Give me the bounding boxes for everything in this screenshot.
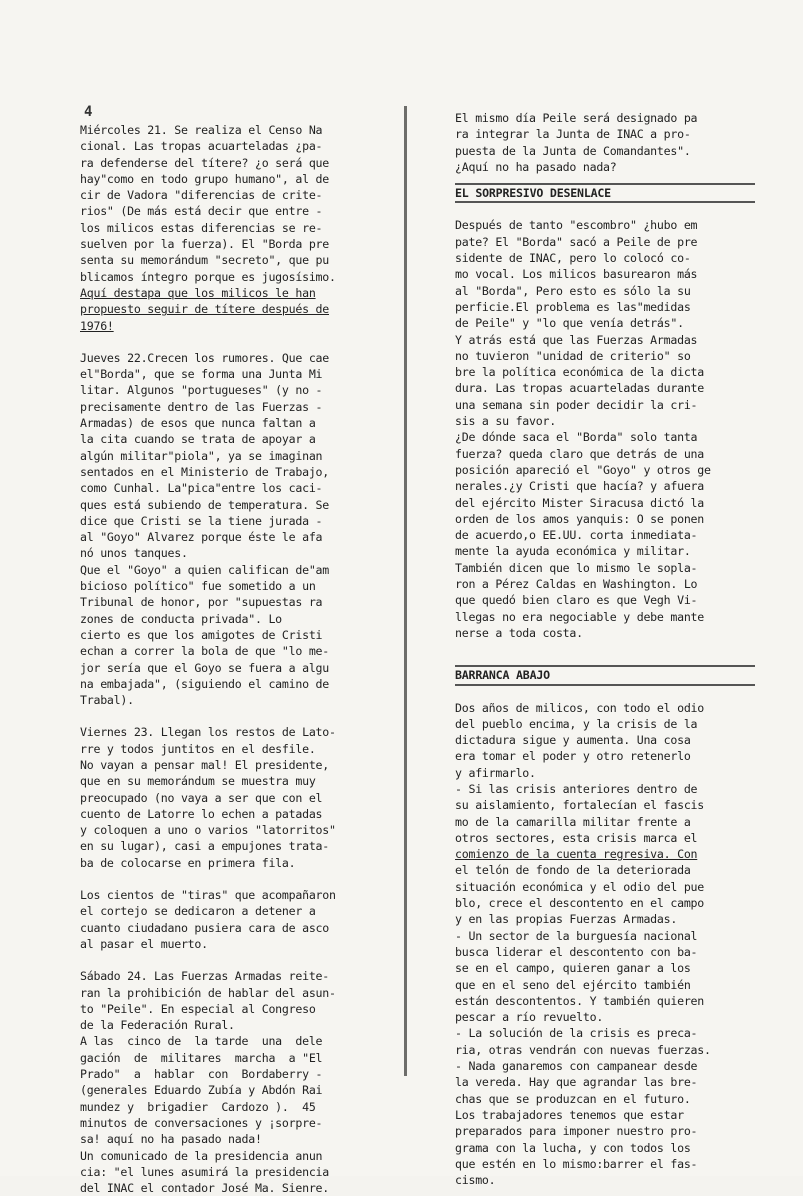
page-number: 4 [84, 104, 93, 120]
text-line: perficie.El problema es las"medidas [455, 299, 691, 314]
text-line: Y atrás está que las Fuerzas Armadas [455, 332, 698, 347]
text-line: gación de militares marcha a "El [80, 1050, 323, 1065]
text-line: que estén en lo mismo:barrer el fas- [455, 1156, 698, 1171]
text-line: Después de tanto "escombro" ¿hubo em [455, 218, 698, 233]
text-line: Que el "Goyo" a quien califican de"am [80, 562, 330, 577]
text-line: hay"como en todo grupo humano", al de [80, 171, 330, 186]
text-line: al pasar el muerto. [80, 936, 208, 951]
text-line: Tribunal de honor, por "supuestas ra [80, 595, 323, 610]
text-line: suelven por la fuerza). El "Borda pre [80, 237, 330, 252]
text-line: algún militar"piola", ya se imaginan [80, 448, 323, 463]
section-heading-desenlace: EL SORPRESIVO DESENLACE [455, 183, 755, 203]
text-line: mo vocal. Los milicos basurearon más [455, 267, 698, 282]
text-line: del ejército Mister Siracusa dictó la [455, 495, 705, 510]
text-line: cia: "el lunes asumirá la presidencia [80, 1164, 330, 1179]
text-line: Armadas) de esos que nunca faltan a [80, 416, 316, 431]
text-line: Trabal). [80, 693, 134, 708]
text-line: ques está subiendo de temperatura. Se [80, 497, 330, 512]
text-line: el cortejo se dedicaron a detener a [80, 904, 316, 919]
text-line: otros sectores, esta crisis marca el [455, 830, 698, 845]
text-line: También dicen que lo mismo le sopla- [455, 560, 698, 575]
text-line: Viernes 23. Llegan los restos de Lato- [80, 725, 336, 740]
paragraph-viernes [80, 724, 382, 871]
section-barranca-body [455, 700, 755, 1189]
text-line: - Un sector de la burguesía nacional [455, 928, 698, 943]
text-line: comienzo de la cuenta regresiva. Con [455, 847, 698, 862]
text-line: nerse a toda costa. [455, 625, 583, 640]
text-line: de acuerdo,o EE.UU. corta inmediata- [455, 528, 698, 543]
text-line: (generales Eduardo Zubía y Abdón Rai [80, 1083, 323, 1098]
text-line: A las cinco de la tarde una dele [80, 1034, 323, 1049]
text-line: fuerza? queda claro que detrás de una [455, 446, 705, 461]
text-line: ba de colocarse en primera fila. [80, 855, 296, 870]
text-line: su aislamiento, fortalecían el fascis [455, 798, 705, 813]
paragraph-sabado [80, 968, 382, 1196]
text-line: la cita cuando se trata de apoyar a [80, 432, 316, 447]
text-line: busca liderar el descontento con ba- [455, 944, 698, 959]
text-line: grama con la lucha, y con todos los [455, 1140, 691, 1155]
text-line: llegas no era negociable y debe mante [455, 609, 705, 624]
text-line: Jueves 22.Crecen los rumores. Que cae [80, 350, 330, 365]
paragraph-jueves [80, 350, 382, 709]
text-line: propuesto seguir de títere después de [80, 302, 330, 317]
text-line: minutos de conversaciones y ¡sorpre- [80, 1115, 323, 1130]
text-line: una semana sin poder decidir la cri- [455, 397, 698, 412]
section-heading-barranca: BARRANCA ABAJO [455, 665, 755, 685]
text-line: se en el campo, quieren ganar a los [455, 961, 691, 976]
text-line: bre la política económica de la dicta [455, 365, 705, 380]
text-line: sa! aquí no ha pasado nada! [80, 1132, 262, 1147]
text-line: cierto es que los amigotes de Cristi [80, 627, 323, 642]
text-line: los milicos estas diferencias se re- [80, 220, 323, 235]
text-line: el"Borda", que se forma una Junta Mi [80, 367, 323, 382]
text-line: na embajada", (siguiendo el camino de [80, 676, 330, 691]
text-line: ¿De dónde saca el "Borda" solo tanta [455, 430, 698, 445]
text-line: Un comunicado de la presidencia anun [80, 1148, 323, 1163]
text-line: jor sería que el Goyo se fuera a algu [80, 660, 330, 675]
text-line: Los trabajadores tenemos que estar [455, 1107, 684, 1122]
text-line: ria, otras vendrán con nuevas fuerzas. [455, 1042, 711, 1057]
text-line: chas que se produzcan en el futuro. [455, 1091, 691, 1106]
text-line: rios" (De más está decir que entre - [80, 204, 323, 219]
column-divider [404, 106, 407, 1076]
text-line: cismo. [455, 1173, 496, 1188]
text-line: del pueblo encima, y la crisis de la [455, 716, 698, 731]
text-line: dice que Cristi se la tiene jurada - [80, 513, 323, 528]
text-line: preparados para imponer nuestro pro- [455, 1124, 698, 1139]
text-line: cir de Vadora "diferencias de crite- [80, 188, 323, 203]
text-line: Los cientos de "tiras" que acompañaron [80, 888, 336, 903]
text-line: que quedó bien claro es que Vegh Vi- [455, 593, 698, 608]
text-line: puesta de la Junta de Comandantes". [455, 143, 691, 158]
text-line: ra defenderse del títere? ¿o será que [80, 155, 330, 170]
text-line: dura. Las tropas acuarteladas durante [455, 381, 705, 396]
text-line: Dos años de milicos, con todo el odio [455, 700, 705, 715]
text-line: como Cunhal. La"pica"entre los caci- [80, 481, 323, 496]
text-line: la vereda. Hay que agrandar las bre- [455, 1075, 698, 1090]
text-line: El mismo día Peile será designado pa [455, 111, 698, 125]
text-line: de la Federación Rural. [80, 1018, 235, 1033]
text-line: al "Goyo" Alvarez porque éste le afa [80, 530, 323, 545]
text-line: rre y todos juntitos en el desfile. [80, 741, 316, 756]
text-line: - La solución de la crisis es preca- [455, 1026, 698, 1041]
paragraph-intro [455, 110, 755, 175]
text-line: orden de los amos yanquis: O se ponen [455, 511, 705, 526]
text-line: de Peile" y "lo que venía detrás". [455, 316, 684, 331]
text-line: están descontentos. Y también quieren [455, 993, 705, 1008]
text-line: y afirmarlo. [455, 765, 536, 780]
text-line: mo de la camarilla militar frente a [455, 814, 691, 829]
text-line: Miércoles 21. Se realiza el Censo Na [80, 123, 323, 137]
text-line: zones de conducta privada". Lo [80, 611, 282, 626]
text-line: blo, crece el descontento en el campo [455, 896, 705, 911]
text-line: no tuvieron "unidad de criterio" so [455, 348, 691, 363]
text-line: que en su memorándum se muestra muy [80, 774, 316, 789]
text-line: mundez y brigadier Cardozo ). 45 [80, 1099, 316, 1114]
text-line: Aquí destapa que los milicos le han [80, 285, 316, 300]
text-line: bicioso político" fue sometido a un [80, 579, 316, 594]
text-line: y en las propias Fuerzas Armadas. [455, 912, 678, 927]
text-line: sidente de INAC, pero lo colocó co- [455, 251, 691, 266]
text-line: - Si las crisis anteriores dentro de [455, 781, 698, 796]
section-desenlace-body [455, 217, 755, 641]
text-line: y coloquen a uno o varios "latorritos" [80, 823, 336, 838]
text-line: cuento de Latorre lo echen a patadas [80, 806, 323, 821]
text-line: Sábado 24. Las Fuerzas Armadas reite- [80, 969, 330, 984]
text-line: cuanto ciudadano pusiera cara de asco [80, 920, 330, 935]
text-line: dictadura sigue y aumenta. Una cosa [455, 733, 691, 748]
text-line: to "Peile". En especial al Congreso [80, 1001, 316, 1016]
text-line: posición apareció el "Goyo" y otros ge [455, 462, 711, 477]
text-line: situación económica y el odio del pue [455, 879, 705, 894]
text-line: - Nada ganaremos con campanear desde [455, 1059, 698, 1074]
text-line: al "Borda", Pero esto es sólo la su [455, 283, 691, 298]
text-line: nó unos tanques. [80, 546, 188, 561]
text-line: el telón de fondo de la deteriorada [455, 863, 691, 878]
paragraph-tiras [80, 887, 382, 952]
text-line: blicamos íntegro porque es jugosísimo. [80, 269, 336, 284]
text-line: echan a correr la bola de que "lo me- [80, 644, 330, 659]
text-line: mente la ayuda económica y militar. [455, 544, 691, 559]
text-line: 1976! [80, 318, 114, 333]
text-line: preocupado (no vaya a ser que con el [80, 790, 323, 805]
text-line: ¿Aquí no ha pasado nada? [455, 159, 617, 174]
text-line: sentados en el Ministerio de Trabajo, [80, 464, 330, 479]
text-line: ron a Pérez Caldas en Washington. Lo [455, 577, 698, 592]
text-line: ra integrar la Junta de INAC a pro- [455, 127, 691, 142]
paragraph-miercoles [80, 122, 382, 334]
text-line: nerales.¿y Cristi que hacía? y afuera [455, 479, 705, 494]
text-line: sis a su favor. [455, 414, 556, 429]
text-line: litar. Algunos "portugueses" (y no - [80, 383, 323, 398]
right-column [455, 110, 755, 1188]
text-line: en su lugar), casi a empujones trata- [80, 839, 330, 854]
text-line: cional. Las tropas acuarteladas ¿pa- [80, 139, 323, 154]
left-column [80, 122, 382, 1196]
text-line: precisamente dentro de las Fuerzas - [80, 399, 323, 414]
text-line: No vayan a pensar mal! El presidente, [80, 757, 330, 772]
text-line: pescar a río revuelto. [455, 1010, 604, 1025]
text-line: que en el seno del ejército también [455, 977, 691, 992]
text-line: ran la prohibición de hablar del asun- [80, 985, 336, 1000]
text-line: del INAC el contador José Ma. Sienre. [80, 1181, 330, 1196]
text-line: pate? El "Borda" sacó a Peile de pre [455, 234, 698, 249]
text-line: era tomar el poder y otro retenerlo [455, 749, 691, 764]
text-line: senta su memorándum "secreto", que pu [80, 253, 330, 268]
text-line: Prado" a hablar con Bordaberry - [80, 1067, 323, 1082]
